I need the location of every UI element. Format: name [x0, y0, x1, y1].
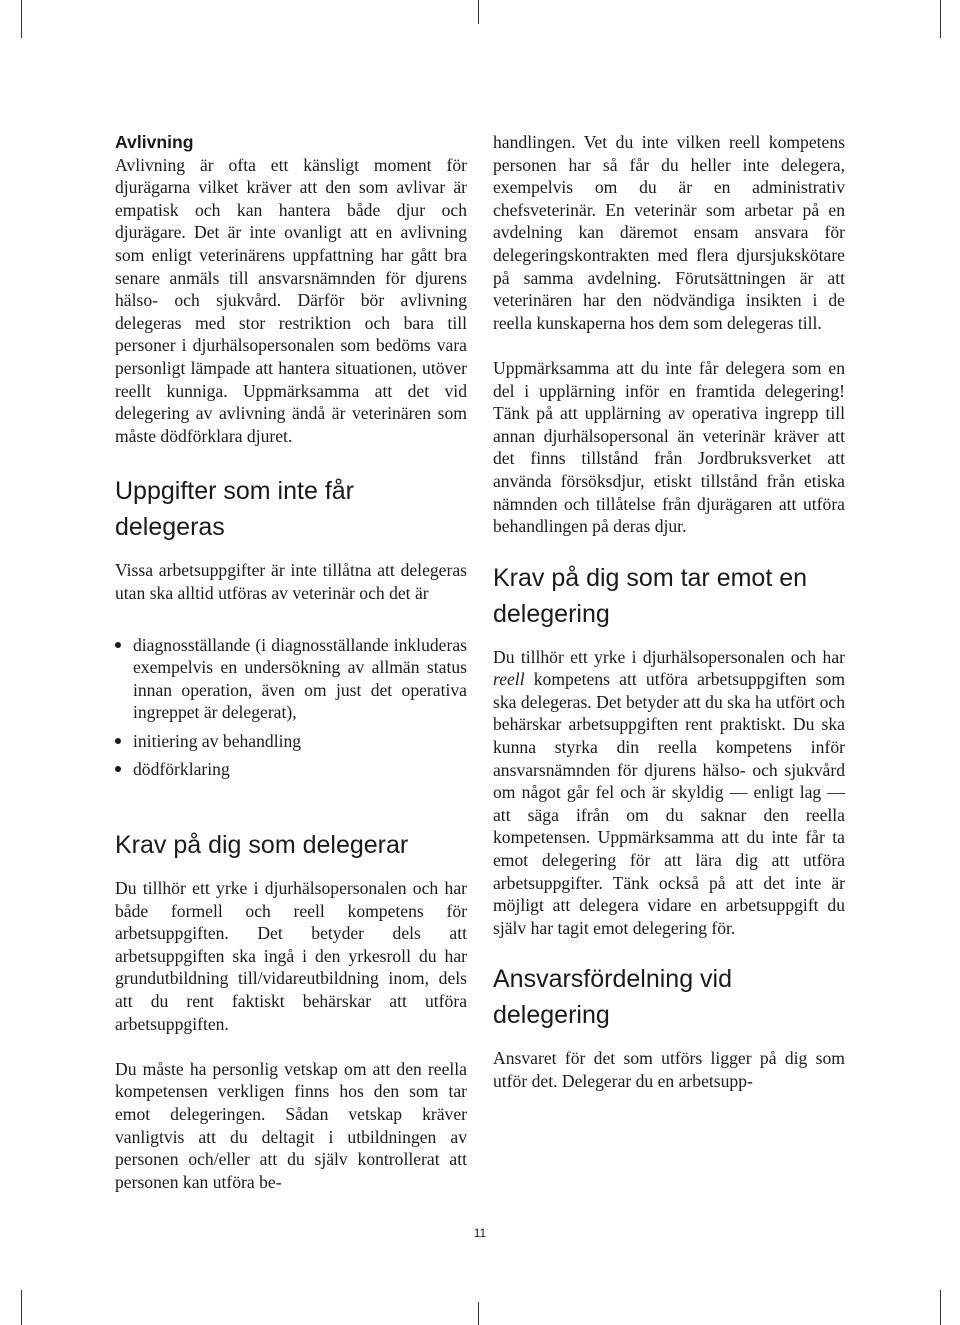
krav-emot-heading: Krav på dig som tar emot en delegering — [493, 563, 808, 628]
crop-mark-center-top — [478, 0, 479, 24]
ansvar-paragraph: Ansvaret för det som utförs ligger på dig som utför det. Delegerar du en arbetsupp- — [493, 1048, 845, 1091]
ansvar-heading: Ansvarsfördelning vid delegering — [493, 965, 733, 1030]
crop-mark-center-bottom — [478, 1302, 479, 1325]
krav-emot-text-start: Du tillhör ett yrke i djurhälsopersonalen och har — [493, 646, 845, 667]
crop-mark-right-bottom — [940, 1290, 941, 1325]
krav-delegerar-paragraph-2: Du måste ha personlig vetskap om att den reella kompetensen verkligen finns hos den som tar emot delegeringen. Sådan vetskap kräver vanligtvis att du deltagit i utbildningen av personen och/eller att du själv kontrollerat att personen kan utföra be- — [115, 1058, 467, 1192]
list-item — [115, 758, 467, 781]
crop-mark-right-top — [940, 0, 941, 38]
right-column — [493, 131, 845, 1093]
krav-emot-text-end: kompetens att utföra arbetsuppgiften som ska delegeras. Det betyder att du ska ha utfört och behärskar arbetsuppgiften rent praktiskt. Du ska kunna styrka din reella kompetens inför ansvarsnämnden för djurens hälso- och sjukvård om något går fel och är skyldig — enligt lag — att säga ifrån om du saknar den reella kompetensen. Uppmärksamma att du inte får ta emot delegering för att lära dig att utföra arbetsuppgifter. Tänk också på att det inte är möjligt att delegera vidare en arbetsuppgift du själv har tagit emot delegering för. — [493, 669, 845, 938]
krav-emot-emphasis: reell — [493, 669, 525, 690]
list-item — [115, 634, 467, 724]
list-item-text: diagnosställande (i diagnosställande inkluderas exempelvis en undersökning av allmän status innan operation, även om just det operativa ingreppet är delegerat), — [133, 634, 467, 723]
bullet-icon — [115, 766, 121, 772]
uppgifter-list — [115, 634, 467, 782]
crop-mark-left-top — [21, 0, 22, 38]
krav-delegerar-paragraph-1: Du tillhör ett yrke i djurhälsopersonalen och har både formell och reell kompetens för arbetsuppgiften. Det betyder dels att arbetsuppgiften ska ingå i den yrkesroll du har grundutbildning till/vidareutbildning inom, dels att du rent faktiskt behärskar att utföra arbetsuppgiften. — [115, 878, 467, 1034]
bullet-icon — [115, 642, 121, 648]
continued-paragraph: handlingen. Vet du inte vilken reell kompetens personen har så får du heller inte delegera, exempelvis om du är en administrativ chefsveterinär. En veterinär som arbetar på en avdelning kan däremot ensam ansvara för delegeringskontrakten med flera djursjukskötare på samma avdelning. Förutsättningen är att veterinären har den nödvändiga insikten i de reella kunskaperna hos dem som delegeras till. — [493, 132, 845, 333]
bullet-icon — [115, 738, 121, 744]
page-number: 11 — [473, 1226, 487, 1240]
list-item-text: dödförklaring — [133, 759, 230, 780]
upplarning-paragraph: Uppmärksamma att du inte får delegera som en del i upplärning inför en framtida delegering! Tänk på att upplärning av operativa ingrepp till annan djurhälsopersonal än veterinär kräver att det finns tillstånd från Jordbruksverket att använda försöksdjur, etiskt tillstånd från etiska nämnden och tillåtelse från djurägaren att utföra behandlingen på deras djur. — [493, 357, 845, 537]
uppgifter-intro: Vissa arbetsuppgifter är inte tillåtna att delegeras utan ska alltid utföras av veterinär och det är — [115, 560, 467, 603]
uppgifter-heading: Uppgifter som inte får delegeras — [115, 477, 354, 542]
crop-mark-left-bottom — [21, 1290, 22, 1325]
avlivning-paragraph: Avlivning är ofta ett känsligt moment för djurägarna vilket kräver att den som avlivar är empatisk och kan hantera både djur och djurägare. Det är inte ovanligt att en avlivning som enligt veterinärens uppfattning har gått bra senare anmäls till ansvarsnämnden för djurens hälso- och sjukvård. Därför bör avlivning delegeras med stor restriktion och bara till personer i djurhälsopersonalen som bedöms vara personligt lämpade att hantera situationen, utöver reellt kunniga. Uppmärksamma att det vid delegering av avlivning ändå är veterinären som måste dödförklara djuret. — [115, 154, 467, 446]
list-item-text: initiering av behandling — [133, 730, 302, 751]
krav-delegerar-heading: Krav på dig som delegerar — [115, 831, 409, 860]
left-column — [115, 131, 467, 1193]
avlivning-heading: Avlivning — [115, 132, 194, 152]
list-item — [115, 730, 467, 753]
krav-emot-paragraph — [493, 646, 845, 940]
